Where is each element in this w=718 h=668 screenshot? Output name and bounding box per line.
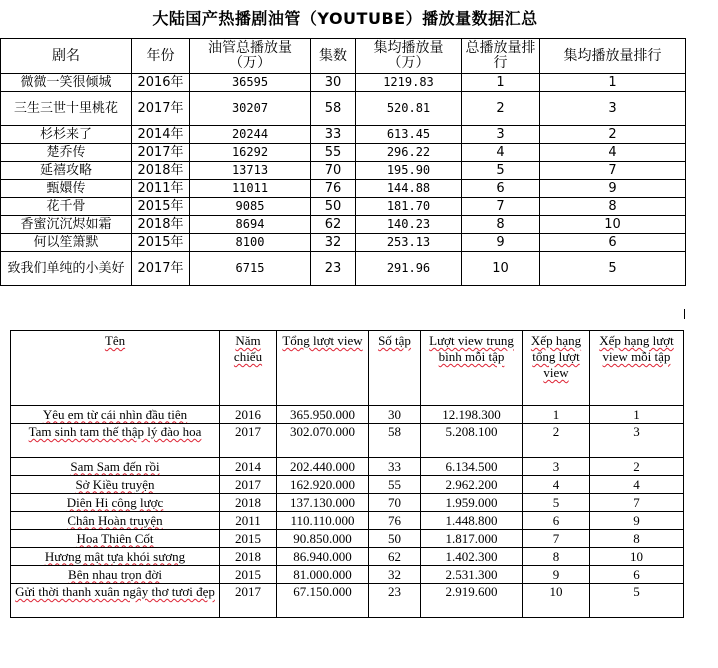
vn-cell: 58 [369,424,421,458]
vn-cell: 2015 [220,530,277,548]
cn-cell: 23 [311,252,356,286]
vn-cell: 9 [523,566,590,584]
vn-cell: 8 [523,548,590,566]
cn-cell: 2017年 [132,252,190,286]
cn-cell: 3 [540,92,686,126]
vn-header-cell: Số tập [369,331,421,406]
table-row [1,234,686,252]
cn-cell: 2 [462,92,540,126]
cn-cell: 11011 [190,180,311,198]
vn-cell: 1 [590,406,684,424]
vn-cell: Diên Hi công lược [11,494,220,512]
vn-cell: 5.208.100 [421,424,523,458]
table-row [1,74,686,92]
cn-cell: 32 [311,234,356,252]
table-row [1,216,686,234]
cn-cell: 花千骨 [1,198,132,216]
vn-cell: 2.531.300 [421,566,523,584]
cn-header-cell: 集数 [311,39,356,74]
vn-cell: Chân Hoàn truyện [11,512,220,530]
chinese-data-table [0,38,686,286]
vn-cell: 1.402.300 [421,548,523,566]
vn-header-cell: Xếp hạng lượt view mỗi tập [590,331,684,406]
cn-cell: 微微一笑很倾城 [1,74,132,92]
cn-cell: 50 [311,198,356,216]
vn-cell: 86.940.000 [277,548,369,566]
cn-cell: 30207 [190,92,311,126]
vn-cell: 4 [523,476,590,494]
vn-cell: Tam sinh tam thế thập lý đào hoa [11,424,220,458]
table-row [1,162,686,180]
vn-cell: 50 [369,530,421,548]
vn-cell: 2014 [220,458,277,476]
vn-cell: 55 [369,476,421,494]
vn-cell: 6 [523,512,590,530]
cn-cell: 10 [540,216,686,234]
cn-cell: 6 [540,234,686,252]
cn-cell: 253.13 [356,234,462,252]
vn-header-cell: Tên [11,331,220,406]
table-row [1,144,686,162]
cn-cell: 613.45 [356,126,462,144]
cn-cell: 195.90 [356,162,462,180]
cn-cell: 10 [462,252,540,286]
cn-cell: 三生三世十里桃花 [1,92,132,126]
table-row [11,476,684,494]
vn-header-cell: Lượt view trung bình mỗi tập [421,331,523,406]
cn-cell: 55 [311,144,356,162]
cn-cell: 2017年 [132,92,190,126]
cn-header-cell: 油管总播放量（万） [190,39,311,74]
cn-header-cell: 集均播放量排行 [540,39,686,74]
vn-cell: Sam Sam đến rồi [11,458,220,476]
vn-cell: 67.150.000 [277,584,369,618]
vn-cell: 90.850.000 [277,530,369,548]
vn-cell: 70 [369,494,421,512]
cn-cell: 20244 [190,126,311,144]
cn-cell: 4 [462,144,540,162]
vn-cell: 81.000.000 [277,566,369,584]
vn-cell: 302.070.000 [277,424,369,458]
vn-cell: 12.198.300 [421,406,523,424]
table-row [11,458,684,476]
cn-cell: 延禧攻略 [1,162,132,180]
cn-cell: 8694 [190,216,311,234]
vn-cell: 2017 [220,424,277,458]
vn-cell: 76 [369,512,421,530]
vn-cell: 33 [369,458,421,476]
vn-cell: 2 [590,458,684,476]
vn-cell: 137.130.000 [277,494,369,512]
cn-cell: 2016年 [132,74,190,92]
cn-cell: 1 [540,74,686,92]
cn-cell: 58 [311,92,356,126]
table-row [1,92,686,126]
vn-cell: 62 [369,548,421,566]
cn-cell: 70 [311,162,356,180]
vn-cell: Gửi thời thanh xuân ngây thơ tươi đẹp [11,584,220,618]
cn-cell: 8100 [190,234,311,252]
cn-cell: 1 [462,74,540,92]
vn-cell: 2017 [220,476,277,494]
vn-cell: 7 [590,494,684,512]
vn-cell: 7 [523,530,590,548]
cn-cell: 520.81 [356,92,462,126]
vn-header-cell: Năm chiếu [220,331,277,406]
vn-cell: 110.110.000 [277,512,369,530]
vn-cell: 2011 [220,512,277,530]
vn-cell: 2018 [220,494,277,512]
vn-cell: 2015 [220,566,277,584]
vn-cell: 2016 [220,406,277,424]
cn-cell: 76 [311,180,356,198]
cn-cell: 13713 [190,162,311,180]
cn-cell: 3 [462,126,540,144]
cn-cell: 7 [462,198,540,216]
cn-cell: 291.96 [356,252,462,286]
vn-cell: 5 [590,584,684,618]
table-row [1,252,686,286]
cn-cell: 2011年 [132,180,190,198]
vn-cell: Hoa Thiên Cốt [11,530,220,548]
vn-cell: 162.920.000 [277,476,369,494]
vn-cell: 2 [523,424,590,458]
vn-cell: 2.919.600 [421,584,523,618]
cn-cell: 楚乔传 [1,144,132,162]
cn-cell: 33 [311,126,356,144]
cn-cell: 2015年 [132,234,190,252]
table-row [11,584,684,618]
cn-cell: 140.23 [356,216,462,234]
vn-header-cell: Xếp hạng tổng lượt view [523,331,590,406]
cn-cell: 62 [311,216,356,234]
cn-header-cell: 集均播放量（万） [356,39,462,74]
cn-cell: 6 [462,180,540,198]
table-row [11,512,684,530]
vn-cell: 2018 [220,548,277,566]
table-row [11,566,684,584]
cn-cell: 8 [540,198,686,216]
vn-cell: 6.134.500 [421,458,523,476]
cn-cell: 7 [540,162,686,180]
cn-header-cell: 剧名 [1,39,132,74]
vn-cell: 8 [590,530,684,548]
vn-cell: 6 [590,566,684,584]
vn-cell: 2.962.200 [421,476,523,494]
cn-cell: 6715 [190,252,311,286]
vn-cell: 1 [523,406,590,424]
table-row [11,406,684,424]
cn-cell: 9 [462,234,540,252]
cn-cell: 2014年 [132,126,190,144]
vn-cell: Sở Kiều truyện [11,476,220,494]
table-row [1,198,686,216]
vn-cell: 202.440.000 [277,458,369,476]
vn-cell: 1.448.800 [421,512,523,530]
cn-cell: 何以笙箫默 [1,234,132,252]
cn-cell: 杉杉来了 [1,126,132,144]
cn-cell: 香蜜沉沉烬如霜 [1,216,132,234]
vn-cell: 5 [523,494,590,512]
vn-cell: 10 [523,584,590,618]
cn-cell: 8 [462,216,540,234]
cn-cell: 2015年 [132,198,190,216]
vn-cell: 10 [590,548,684,566]
vn-cell: 3 [523,458,590,476]
table-row [11,494,684,512]
cn-cell: 5 [462,162,540,180]
cn-cell: 181.70 [356,198,462,216]
cn-header-cell: 年份 [132,39,190,74]
vn-cell: 4 [590,476,684,494]
table-divider [684,309,685,319]
vn-cell: 1.959.000 [421,494,523,512]
cn-cell: 4 [540,144,686,162]
cn-cell: 2018年 [132,162,190,180]
cn-cell: 甄嬛传 [1,180,132,198]
cn-cell: 2018年 [132,216,190,234]
vn-cell: Yêu em từ cái nhìn đầu tiên [11,406,220,424]
cn-cell: 2017年 [132,144,190,162]
vn-header-cell: Tổng lượt view [277,331,369,406]
cn-cell: 9085 [190,198,311,216]
vn-cell: 9 [590,512,684,530]
cn-cell: 144.88 [356,180,462,198]
cn-cell: 296.22 [356,144,462,162]
cn-cell: 5 [540,252,686,286]
vn-cell: 1.817.000 [421,530,523,548]
cn-cell: 30 [311,74,356,92]
cn-cell: 致我们单纯的小美好 [1,252,132,286]
table-row [11,548,684,566]
page-title: 大陆国产热播剧油管（YOUTUBE）播放量数据汇总 [152,9,538,28]
cn-cell: 1219.83 [356,74,462,92]
vn-cell: 2017 [220,584,277,618]
vn-cell: 365.950.000 [277,406,369,424]
table-row [11,424,684,458]
vn-cell: Hương mật tựa khói sương [11,548,220,566]
vn-cell: Bên nhau trọn đời [11,566,220,584]
vn-cell: 3 [590,424,684,458]
cn-cell: 2 [540,126,686,144]
table-row [11,530,684,548]
vietnamese-data-table [10,330,684,618]
cn-header-cell: 总播放量排行 [462,39,540,74]
cn-cell: 36595 [190,74,311,92]
cn-cell: 16292 [190,144,311,162]
vn-cell: 23 [369,584,421,618]
vn-cell: 32 [369,566,421,584]
cn-header-row [1,39,686,74]
table-row [1,126,686,144]
vn-header-row [11,331,684,406]
table-row [1,180,686,198]
vn-cell: 30 [369,406,421,424]
cn-cell: 9 [540,180,686,198]
